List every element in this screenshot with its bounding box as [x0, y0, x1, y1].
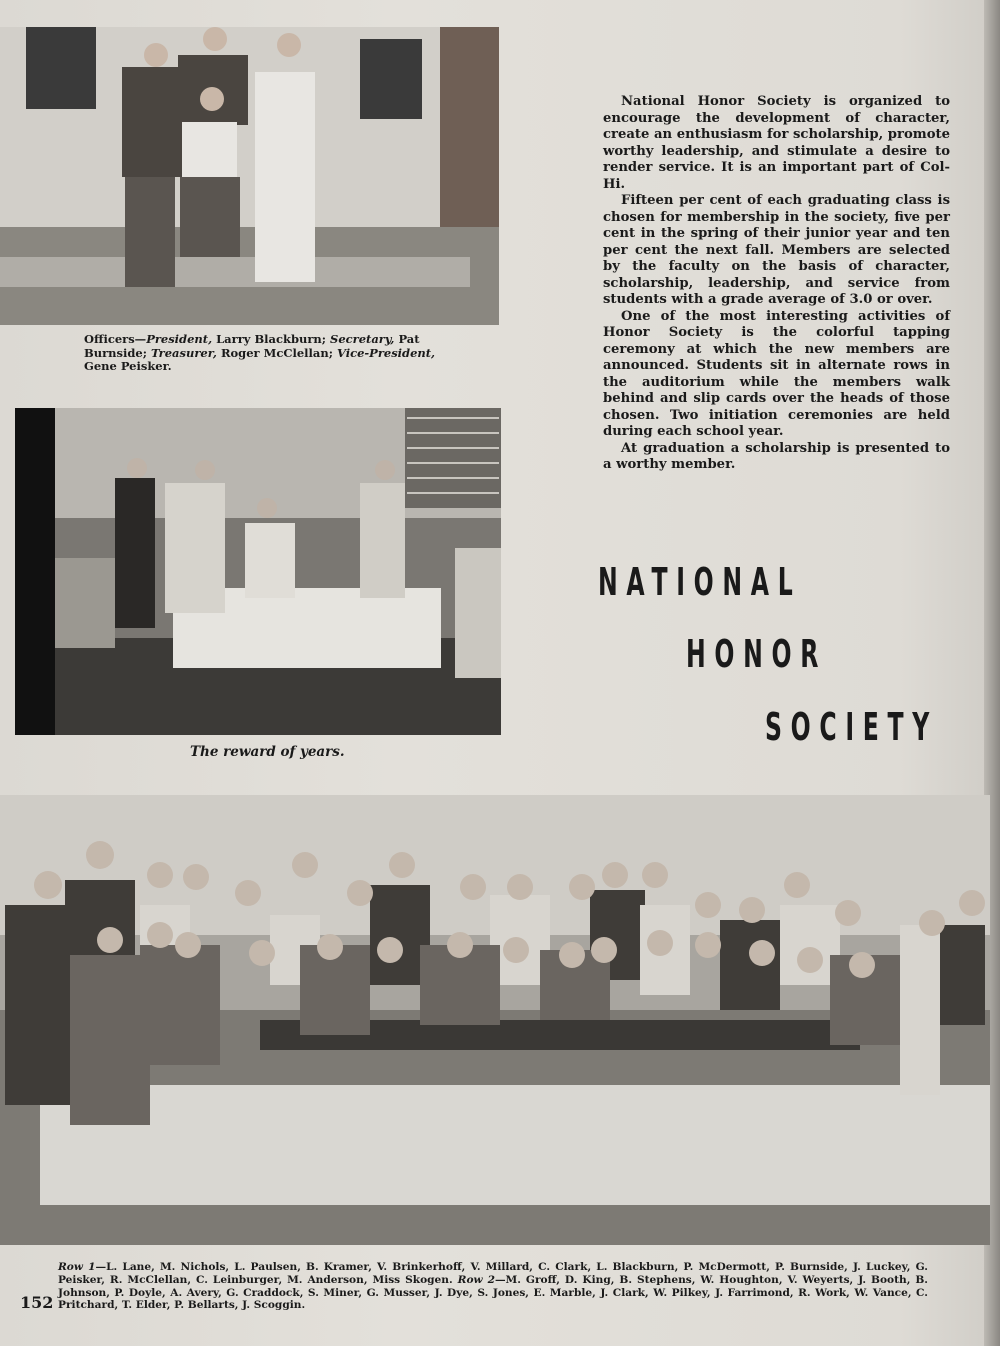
- page-number: 152: [20, 1293, 54, 1312]
- caption-name: Gene Peisker.: [84, 359, 172, 373]
- caption-name: Roger McClellan;: [216, 345, 337, 360]
- society-description: [603, 94, 950, 474]
- roster-row-label: Row 2: [457, 1273, 495, 1286]
- ceremony-photo: [15, 408, 501, 735]
- caption-name: Larry Blackburn;: [212, 332, 331, 346]
- roster-row-names: —M. Groff, D. King, B. Stephens, W. Houghton, V. Weyerts, J. Booth, B. Johnson, P. Doyle, A. Avery, G. Craddock, S. Miner, G. Musser, J. Dye, S. Jones, E. Marble, J. Clark, W. Pilkey, J. Farrimond, R. Work, W. Vance, C. Pritchard, T. Elder, P. Bellarts, J. Scoggin.: [58, 1273, 928, 1312]
- title-national: NATIONAL: [598, 560, 802, 604]
- description-paragraph: National Honor Society is organized to encourage the development of character, create an enthusiasm for scholarship, promote worthy leadership, and stimulate a desire to render service. It is an important part of Col-Hi.: [603, 94, 950, 192]
- officers-caption: [84, 333, 464, 374]
- caption-heading: Officers—: [84, 332, 147, 346]
- ceremony-caption: The reward of years.: [190, 744, 345, 760]
- caption-role: Vice-President,: [336, 345, 436, 360]
- description-paragraph: One of the most interesting activities of Honor Society is the colorful tapping ceremony at which the new members are announced. Students sit in alternate rows in the auditorium while the members walk behind and slip cards over the heads of those chosen. Two initiation ceremonies are held during each school year.: [603, 308, 950, 439]
- roster-row-names: —L. Lane, M. Nichols, L. Paulsen, B. Kramer, V. Brinkerhoff, V. Millard, C. Clark, L. Blackburn, P. McDermott, P. Burnside, J. Luckey, G. Peisker, R. McClellan, C. Leinburger, M. Anderson, Miss Skogen.: [58, 1261, 928, 1286]
- caption-name: Pat Burnside;: [84, 332, 420, 360]
- group-photo: [0, 795, 990, 1245]
- title-honor: HONOR: [686, 632, 828, 676]
- caption-role: Secretary,: [330, 332, 395, 346]
- caption-role: President,: [146, 332, 213, 346]
- roster-row-label: Row 1: [58, 1261, 96, 1273]
- description-paragraph: Fifteen per cent of each graduating class is chosen for membership in the society, five per cent in the spring of their junior year and ten per cent the next fall. Members are selected by the faculty on the basis of character, scholarship, leadership, and service from students with a grade average of 3.0 or over.: [603, 193, 950, 307]
- officers-photo: [0, 27, 499, 325]
- member-roster: [58, 1261, 928, 1312]
- caption-role: Treasurer,: [150, 345, 217, 360]
- description-paragraph: At graduation a scholarship is presented to a worthy member.: [603, 440, 950, 472]
- title-society: SOCIETY: [765, 705, 939, 749]
